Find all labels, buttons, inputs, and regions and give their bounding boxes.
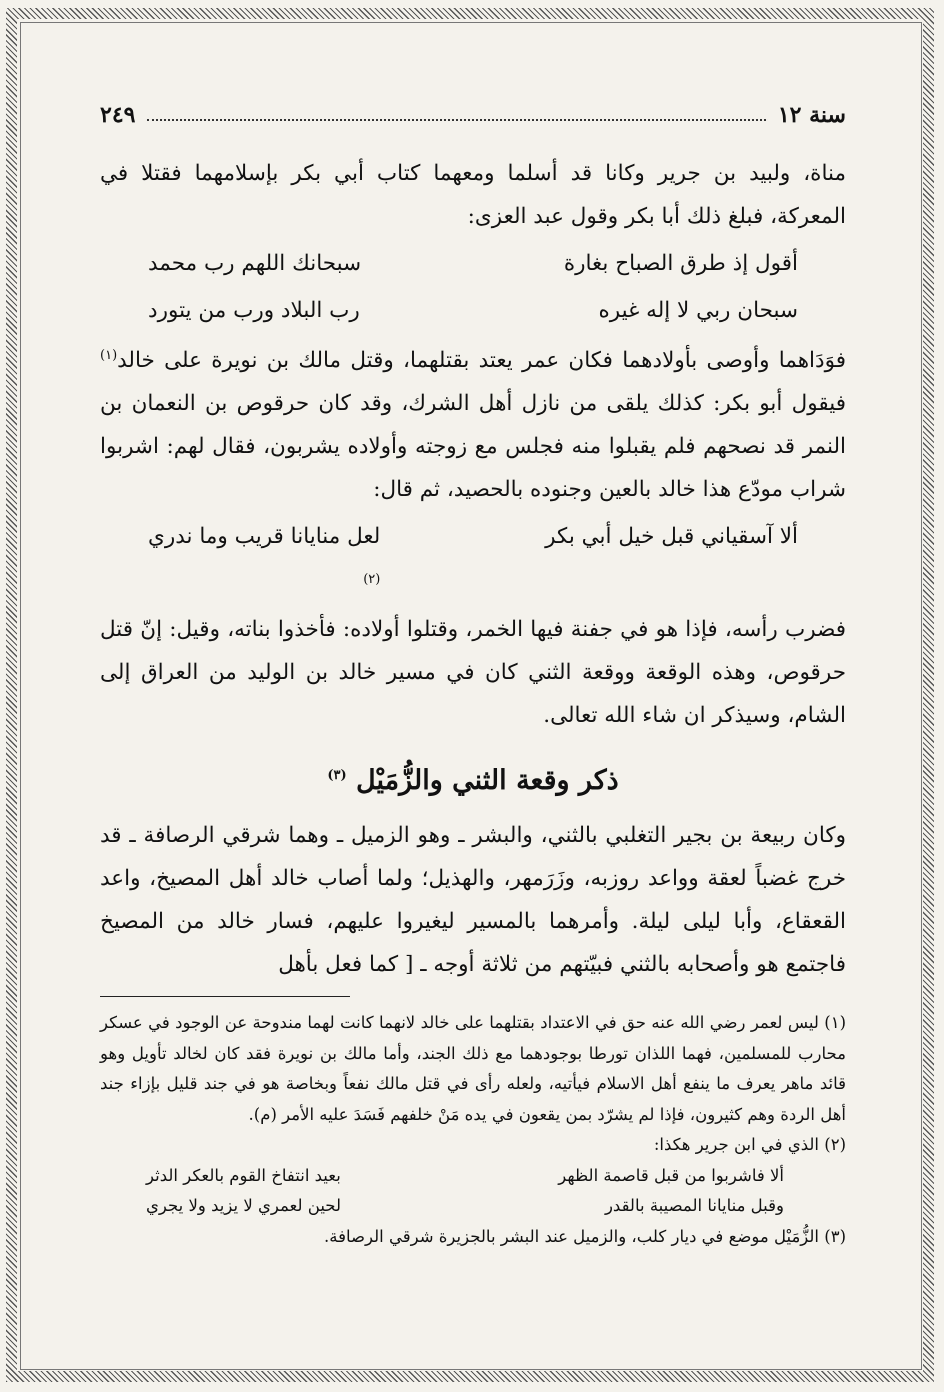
- poem-line-3: [100, 515, 846, 606]
- paragraph-2: [100, 334, 846, 511]
- paragraph-1: مناة، ولبيد بن جرير وكانا قد أسلما ومعهما كتاب أبي بكر بإسلامهما فقتلا في المعركة، فبلغ ذلك أبا بكر وقول عبد العزى:: [100, 161, 846, 229]
- footnote-verse-1a: ألا فاشربوا من قبل قاصمة الظهر: [558, 1165, 784, 1185]
- paragraph-2-start: فوَدَاهما وأوصى بأولادهما فكان عمر يعتد بقتلهما، وقتل مالك بن نويرة على خالد: [117, 348, 846, 374]
- footnote-ref-2: (٢): [363, 572, 381, 588]
- page-number: ٢٤٩: [100, 102, 136, 128]
- verse-2-first-hemistich: سبحان ربي لا إله غيره: [598, 298, 798, 323]
- section-heading: [100, 751, 846, 806]
- chapter-label: سنة ١٢: [777, 102, 846, 128]
- paragraph-2-rest: فيقول أبو بكر: كذلك يلقى من نازل أهل الشرك، وقد كان حرقوص بن النعمان بن النمر قد نصحهم فلم يقبلوا منه فجلس مع زوجته وأولاده يشربون، فقال لهم: اشربوا شراب مودّع هذا خالد بالعين وجنوده بالحصيد، ثم قال:: [100, 391, 846, 503]
- section-title: ذكر وقعة الثني والزُّمَيْل: [356, 765, 619, 797]
- poem-line-1: [100, 242, 846, 285]
- verse-1-second-hemistich: سبحانك اللهم رب محمد: [148, 251, 362, 276]
- verse-3-second-hemistich: [148, 515, 380, 606]
- footnote-ref-1: (١): [100, 348, 118, 363]
- footnote-2-intro: (٢) الذي في ابن جرير هكذا:: [653, 1135, 846, 1154]
- verse-2-second-hemistich: رب البلاد ورب من يتورد: [148, 298, 360, 323]
- footnote-3: (٣) الزُّمَيْل موضع في ديار كلب، والزميل عند البشر بالجزيرة شرقي الرصافة.: [324, 1226, 846, 1246]
- footnotes: [100, 1008, 846, 1252]
- footnote-ref-3: (٣): [327, 768, 347, 784]
- footnote-separator: [100, 996, 350, 997]
- paragraph-3: فضرب رأسه، فإذا هو في جفنة فيها الخمر، وقتلوا أولاده: فأخذوا بناته، وقيل: إنّ قتل حرقوص، وهذه الوقعة ووقعة الثني كان في مسير خالد بن الوليد من العراق إلى الشام، وسيذكر ان شاء الله تعالى.: [100, 617, 846, 729]
- footnote-verse-2b: لحين لعمري لا يزيد ولا يجري: [146, 1196, 341, 1215]
- verse-3-text: لعل منايانا قريب وما ندري: [148, 524, 381, 550]
- footnote-verse-2a: وقبل منايانا المصيبة بالقدر: [604, 1196, 784, 1215]
- footnote-1: (١) ليس لعمر رضي الله عنه حق في الاعتداد بقتلهما على خالد لانهما كانت لهما مندوحة عن الوجود في عسكر محارب للمسلمين، فهما اللذان تورطا بوجودهما مع ذلك الجند، وأما مالك بن نويرة فقد كان لخالد تأويل وهو قائد ماهر يعرف ما ينفع أهل الاسلام فيأتيه، ولعله رأى في قتل مالك نفعاً وبخاصة هو في جند قليل بإزاء جند أهل الردة وهم كثيرون، فإذا لم يشرّد بمن يقعون في يده مَنْ خلفهم فَسَدَ عليه الأمر (م).: [100, 1013, 846, 1124]
- footnote-verse-2: [100, 1191, 846, 1222]
- verse-1-first-hemistich: أقول إذ طرق الصباح بغارة: [563, 251, 798, 276]
- poem-line-2: [100, 289, 846, 332]
- paragraph-4: وكان ربيعة بن بجير التغلبي بالثني، والبشر ـ وهو الزميل ـ وهما شرقي الرصافة ـ قد خرج غضباً لعقة وواعد روزبه، وزَرَمهر، والهذيل؛ ولما أصاب خالد أهل المصيخ، واعد القعقاع، وأبا ليلى ليلة. وأمرهما بالمسير ليغيروا عليهم، فسار خالد من المصيخ فاجتمع هو وأصحابه بالثني فبيّتهم من ثلاثة أوجه ـ [ كما فعل بأهل: [100, 823, 846, 978]
- main-text: [100, 152, 846, 986]
- footnote-verse-1: [100, 1161, 846, 1192]
- verse-3-first-hemistich: ألا آسقياني قبل خيل أبي بكر: [545, 524, 798, 550]
- footnote-verse-1b: بعيد انتفاخ القوم بالعكر الدثر: [146, 1165, 341, 1185]
- running-header: [100, 98, 846, 132]
- book-page: [100, 98, 846, 1318]
- header-dotted-leader: [147, 109, 765, 121]
